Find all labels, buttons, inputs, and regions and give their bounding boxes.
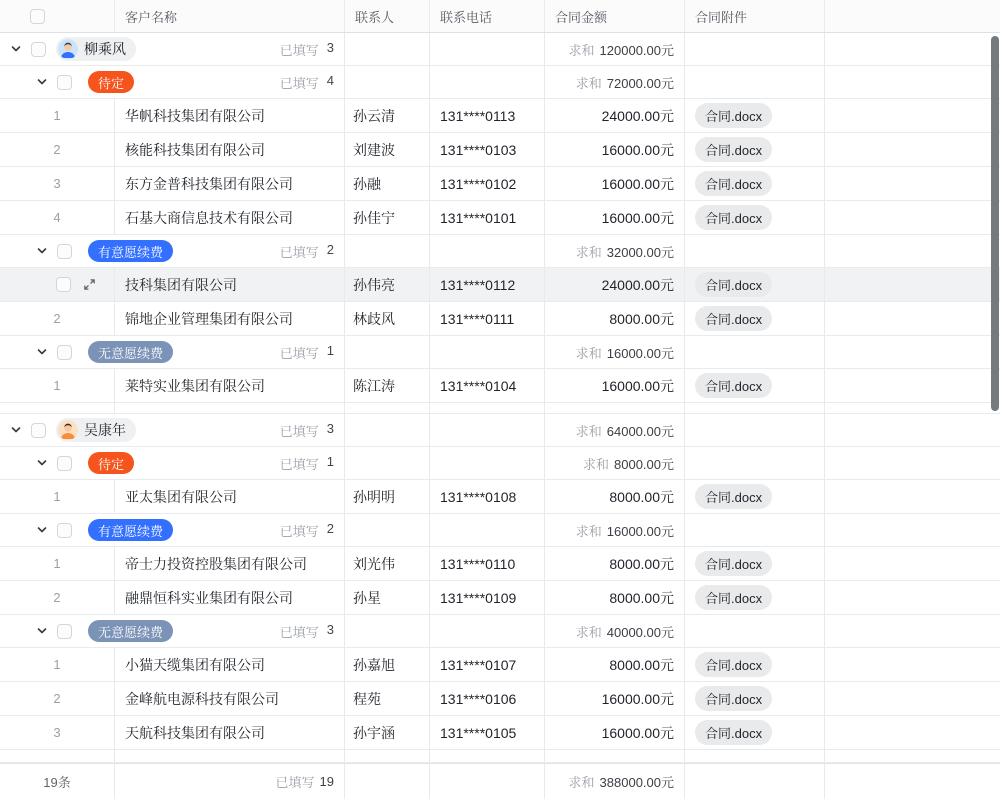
filled-label: 已填写 <box>279 523 319 539</box>
customer-name-cell[interactable]: 小猫天缆集团有限公司 <box>115 648 345 681</box>
contact-cell[interactable]: 陈江涛 <box>345 369 430 402</box>
group-contact-cell <box>345 235 430 267</box>
group-contact-cell <box>345 447 430 479</box>
status-badge: 有意愿续费 <box>88 519 173 541</box>
group-header-cell <box>0 235 345 267</box>
group-attach-cell <box>685 615 825 647</box>
customer-name-cell[interactable]: 莱特实业集团有限公司 <box>115 369 345 402</box>
vertical-scrollbar[interactable] <box>991 36 999 411</box>
footer-sum[interactable] <box>545 764 685 799</box>
group-spacer-row <box>0 403 1000 414</box>
amount-cell[interactable]: 16000.00元 <box>545 716 685 749</box>
filled-value: 1 <box>326 342 334 358</box>
amount-cell[interactable]: 8000.00元 <box>545 302 685 335</box>
group-header-cell <box>0 514 345 546</box>
spacer-cell <box>545 403 685 413</box>
attachment-cell[interactable] <box>685 201 825 234</box>
filled-value: 1 <box>326 453 334 469</box>
contact-cell[interactable]: 孙云清 <box>345 99 430 132</box>
group-row-status <box>0 615 1000 648</box>
filled-count <box>280 343 334 362</box>
table-row <box>0 302 1000 336</box>
phone-cell[interactable]: 131****0106 <box>430 682 545 715</box>
attachment-chip[interactable]: 合同.docx <box>695 171 772 196</box>
row-index-cell: 1 <box>0 369 115 402</box>
contact-cell[interactable]: 孙佳宁 <box>345 201 430 234</box>
amount-cell[interactable]: 24000.00元 <box>545 268 685 301</box>
row-empty-area <box>825 369 1000 402</box>
filled-count <box>280 73 334 92</box>
sum-label: 求和 <box>568 42 595 58</box>
group-checkbox[interactable] <box>31 42 46 57</box>
group-attach-cell <box>685 447 825 479</box>
footer-filled-label: 已填写 <box>275 775 315 790</box>
contact-cell[interactable]: 孙星 <box>345 581 430 614</box>
chevron-down-icon[interactable] <box>36 625 48 637</box>
spacer-cell <box>0 750 115 762</box>
group-sum-cell <box>545 235 685 267</box>
attachment-cell[interactable] <box>685 480 825 513</box>
row-checkbox[interactable] <box>56 277 71 292</box>
group-sum-cell <box>545 336 685 368</box>
column-header-phone[interactable]: 联系电话 <box>430 0 545 32</box>
customer-name-cell[interactable]: 亚太集团有限公司 <box>115 480 345 513</box>
table-row <box>0 547 1000 581</box>
row-index-cell: 2 <box>0 581 115 614</box>
group-contact-cell <box>345 66 430 98</box>
group-attach-cell <box>685 235 825 267</box>
attachment-chip[interactable]: 合同.docx <box>695 306 772 331</box>
filled-label: 已填写 <box>279 244 319 260</box>
group-phone-cell <box>430 33 545 65</box>
table-row <box>0 480 1000 514</box>
customer-name-cell[interactable]: 融鼎恒科实业集团有限公司 <box>115 581 345 614</box>
row-empty-area <box>825 99 1000 132</box>
attachment-chip[interactable]: 合同.docx <box>695 484 772 509</box>
group-header-cell <box>0 336 345 368</box>
group-sum-cell <box>545 447 685 479</box>
table-row <box>0 201 1000 235</box>
table-row <box>0 648 1000 682</box>
group-attach-cell <box>685 414 825 446</box>
amount-cell[interactable]: 16000.00元 <box>545 133 685 166</box>
contact-cell[interactable]: 孙嘉旭 <box>345 648 430 681</box>
group-empty-area <box>825 414 1000 446</box>
filled-label: 已填写 <box>279 345 319 361</box>
filled-count <box>280 521 334 540</box>
phone-cell[interactable]: 131****0109 <box>430 581 545 614</box>
chevron-down-icon[interactable] <box>36 76 48 88</box>
row-empty-area <box>825 682 1000 715</box>
attachment-cell[interactable] <box>685 369 825 402</box>
customer-name-cell[interactable]: 帝士力投资控股集团有限公司 <box>115 547 345 580</box>
filled-count <box>280 622 334 641</box>
group-header-cell <box>0 414 345 446</box>
attachment-cell[interactable] <box>685 716 825 749</box>
sum-label: 求和 <box>582 456 609 472</box>
sum-value: 64000.00元 <box>606 423 674 439</box>
filled-value: 2 <box>326 241 334 257</box>
row-index-cell: 1 <box>0 648 115 681</box>
amount-cell[interactable]: 16000.00元 <box>545 167 685 200</box>
column-header-customer[interactable]: 客户名称 <box>115 0 345 32</box>
group-contact-cell <box>345 336 430 368</box>
sum-label: 求和 <box>575 75 602 91</box>
footer-filled-count: 19 <box>319 774 334 789</box>
row-empty-area <box>825 302 1000 335</box>
group-contact-cell <box>345 414 430 446</box>
group-empty-area <box>825 235 1000 267</box>
owner-avatar <box>58 39 78 59</box>
footer-contact-cell[interactable] <box>345 764 430 799</box>
group-sum-cell <box>545 615 685 647</box>
phone-cell[interactable]: 131****0112 <box>430 268 545 301</box>
table-footer <box>0 763 1000 799</box>
attachment-chip[interactable]: 合同.docx <box>695 686 772 711</box>
row-empty-area <box>825 547 1000 580</box>
group-checkbox[interactable] <box>31 423 46 438</box>
group-row-owner <box>0 414 1000 447</box>
customer-name-cell[interactable]: 锦地企业管理集团有限公司 <box>115 302 345 335</box>
group-row-status <box>0 66 1000 99</box>
group-sum-cell <box>545 66 685 98</box>
group-row-status <box>0 235 1000 268</box>
group-empty-area <box>825 336 1000 368</box>
group-contact-cell <box>345 615 430 647</box>
attachment-chip[interactable]: 合同.docx <box>695 103 772 128</box>
row-index-cell: 3 <box>0 716 115 749</box>
group-phone-cell <box>430 336 545 368</box>
group-header-cell <box>0 33 345 65</box>
customer-name-cell[interactable]: 东方金普科技集团有限公司 <box>115 167 345 200</box>
row-index-cell: 2 <box>0 133 115 166</box>
sum-value: 16000.00元 <box>606 345 674 361</box>
attachment-cell[interactable] <box>685 682 825 715</box>
spacer-cell <box>115 750 345 762</box>
contact-cell[interactable]: 孙宇涵 <box>345 716 430 749</box>
header-empty-area <box>825 0 1000 32</box>
sum-label: 求和 <box>575 624 602 640</box>
filled-value: 4 <box>326 72 334 88</box>
attachment-cell[interactable] <box>685 268 825 301</box>
row-empty-area <box>825 268 1000 301</box>
filled-label: 已填写 <box>279 423 319 439</box>
customer-name-cell[interactable]: 天航科技集团有限公司 <box>115 716 345 749</box>
table-row <box>0 369 1000 403</box>
group-attach-cell <box>685 33 825 65</box>
contact-cell[interactable]: 孙融 <box>345 167 430 200</box>
row-empty-area <box>825 167 1000 200</box>
sum-value: 8000.00元 <box>614 456 674 472</box>
amount-cell[interactable]: 16000.00元 <box>545 369 685 402</box>
contact-cell[interactable]: 刘光伟 <box>345 547 430 580</box>
filled-label: 已填写 <box>279 75 319 91</box>
group-empty-area <box>825 514 1000 546</box>
attachment-chip[interactable]: 合同.docx <box>695 585 772 610</box>
filled-count <box>280 454 334 473</box>
sum-label: 求和 <box>575 423 602 439</box>
group-phone-cell <box>430 235 545 267</box>
amount-cell[interactable]: 16000.00元 <box>545 682 685 715</box>
group-contact-cell <box>345 33 430 65</box>
filled-label: 已填写 <box>279 42 319 58</box>
spacer-cell <box>545 750 685 762</box>
attachment-cell[interactable] <box>685 133 825 166</box>
table-row <box>0 268 1000 302</box>
filled-label: 已填写 <box>279 456 319 472</box>
sum-value: 72000.00元 <box>606 75 674 91</box>
group-checkbox[interactable] <box>57 523 72 538</box>
spacer-cell <box>345 750 430 762</box>
table-row <box>0 682 1000 716</box>
attachment-cell[interactable] <box>685 302 825 335</box>
spacer-cell <box>0 403 115 413</box>
spacer-cell <box>685 403 825 413</box>
phone-cell[interactable]: 131****0101 <box>430 201 545 234</box>
status-badge: 有意愿续费 <box>88 240 173 262</box>
attachment-chip[interactable]: 合同.docx <box>695 373 772 398</box>
spacer-cell <box>685 750 825 762</box>
contact-cell[interactable]: 刘建波 <box>345 133 430 166</box>
spacer-cell <box>115 403 345 413</box>
group-checkbox[interactable] <box>57 244 72 259</box>
group-checkbox[interactable] <box>57 624 72 639</box>
filled-value: 3 <box>326 39 334 55</box>
attachment-chip[interactable]: 合同.docx <box>695 137 772 162</box>
footer-sum-value: 388000.00元 <box>599 775 674 790</box>
spacer-cell <box>825 750 1000 762</box>
table-row <box>0 99 1000 133</box>
row-index-cell: 1 <box>0 547 115 580</box>
chevron-down-icon[interactable] <box>36 346 48 358</box>
attachment-cell[interactable] <box>685 99 825 132</box>
group-row-status <box>0 447 1000 480</box>
attachment-chip[interactable]: 合同.docx <box>695 720 772 745</box>
group-row-owner <box>0 33 1000 66</box>
sum-value: 16000.00元 <box>606 523 674 539</box>
contact-cell[interactable]: 孙明明 <box>345 480 430 513</box>
filled-value: 3 <box>326 621 334 637</box>
group-sum-cell <box>545 514 685 546</box>
group-phone-cell <box>430 615 545 647</box>
table-row <box>0 133 1000 167</box>
attachment-cell[interactable] <box>685 547 825 580</box>
row-index-cell: 2 <box>0 682 115 715</box>
spacer-cell <box>345 403 430 413</box>
group-attach-cell <box>685 66 825 98</box>
phone-cell[interactable]: 131****0111 <box>430 302 545 335</box>
table-body <box>0 33 1000 763</box>
attachment-chip[interactable]: 合同.docx <box>695 205 772 230</box>
footer-phone-cell[interactable] <box>430 764 545 799</box>
phone-cell[interactable]: 131****0108 <box>430 480 545 513</box>
owner-pill <box>56 418 136 442</box>
customer-name-cell[interactable]: 技科集团有限公司 <box>115 268 345 301</box>
chevron-down-icon[interactable] <box>36 524 48 536</box>
group-row-status <box>0 514 1000 547</box>
row-empty-area <box>825 648 1000 681</box>
group-phone-cell <box>430 447 545 479</box>
chevron-down-icon[interactable] <box>10 424 22 436</box>
sum-label: 求和 <box>575 345 602 361</box>
status-badge: 待定 <box>88 452 134 474</box>
record-count: 19条 <box>0 764 115 799</box>
filled-count <box>280 242 334 261</box>
amount-cell[interactable]: 24000.00元 <box>545 99 685 132</box>
row-index-cell <box>0 268 115 301</box>
filled-value: 2 <box>326 520 334 536</box>
row-empty-area <box>825 716 1000 749</box>
group-empty-area <box>825 33 1000 65</box>
group-header-cell <box>0 447 345 479</box>
contact-cell[interactable]: 林歧风 <box>345 302 430 335</box>
filled-count <box>280 421 334 440</box>
phone-cell[interactable]: 131****0110 <box>430 547 545 580</box>
status-badge: 无意愿续费 <box>88 341 173 363</box>
filled-count <box>280 40 334 59</box>
filled-value: 3 <box>326 420 334 436</box>
attachment-chip[interactable]: 合同.docx <box>695 272 772 297</box>
row-index-cell: 3 <box>0 167 115 200</box>
owner-name: 柳乘风 <box>84 41 126 57</box>
amount-cell[interactable]: 8000.00元 <box>545 547 685 580</box>
row-index-cell: 1 <box>0 99 115 132</box>
chevron-down-icon[interactable] <box>10 43 22 55</box>
amount-cell[interactable]: 16000.00元 <box>545 201 685 234</box>
group-contact-cell <box>345 514 430 546</box>
owner-avatar <box>58 420 78 440</box>
sum-value: 32000.00元 <box>606 244 674 260</box>
row-index-cell: 1 <box>0 480 115 513</box>
group-attach-cell <box>685 336 825 368</box>
group-empty-area <box>825 615 1000 647</box>
group-sum-cell <box>545 33 685 65</box>
column-header-attachment[interactable]: 合同附件 <box>685 0 825 32</box>
table-row <box>0 167 1000 201</box>
group-row-status <box>0 336 1000 369</box>
footer-empty-area <box>825 764 1000 799</box>
row-empty-area <box>825 201 1000 234</box>
chevron-down-icon[interactable] <box>36 457 48 469</box>
sum-value: 120000.00元 <box>599 42 674 58</box>
expand-record-icon[interactable] <box>83 278 96 291</box>
table-row <box>0 581 1000 615</box>
group-checkbox[interactable] <box>57 345 72 360</box>
customer-name-cell[interactable]: 金峰航电源科技有限公司 <box>115 682 345 715</box>
phone-cell[interactable]: 131****0103 <box>430 133 545 166</box>
header-index-cell <box>0 0 115 32</box>
owner-pill <box>56 37 136 61</box>
group-header-cell <box>0 615 345 647</box>
group-sum-cell <box>545 414 685 446</box>
group-attach-cell <box>685 514 825 546</box>
status-badge: 无意愿续费 <box>88 620 173 642</box>
amount-cell[interactable]: 8000.00元 <box>545 648 685 681</box>
customer-name-cell[interactable]: 华帆科技集团有限公司 <box>115 99 345 132</box>
amount-cell[interactable]: 8000.00元 <box>545 480 685 513</box>
row-index-cell: 2 <box>0 302 115 335</box>
group-empty-area <box>825 447 1000 479</box>
customer-name-cell[interactable]: 石基大商信息技术有限公司 <box>115 201 345 234</box>
row-empty-area <box>825 480 1000 513</box>
phone-cell[interactable]: 131****0113 <box>430 99 545 132</box>
footer-sum-label: 求和 <box>568 775 595 790</box>
table-row <box>0 716 1000 750</box>
attachment-cell[interactable] <box>685 648 825 681</box>
attachment-cell[interactable] <box>685 167 825 200</box>
group-phone-cell <box>430 66 545 98</box>
contact-cell[interactable]: 程苑 <box>345 682 430 715</box>
amount-cell[interactable]: 8000.00元 <box>545 581 685 614</box>
contact-cell[interactable]: 孙伟亮 <box>345 268 430 301</box>
row-empty-area <box>825 133 1000 166</box>
sum-label: 求和 <box>575 244 602 260</box>
table-header <box>0 0 1000 33</box>
footer-attach-cell[interactable] <box>685 764 825 799</box>
phone-cell[interactable]: 131****0105 <box>430 716 545 749</box>
filled-label: 已填写 <box>279 624 319 640</box>
spacer-cell <box>825 403 1000 413</box>
group-phone-cell <box>430 414 545 446</box>
status-badge: 待定 <box>88 71 134 93</box>
attachment-chip[interactable]: 合同.docx <box>695 551 772 576</box>
sum-label: 求和 <box>575 523 602 539</box>
group-checkbox[interactable] <box>57 456 72 471</box>
column-header-amount[interactable]: 合同金额 <box>545 0 685 32</box>
attachment-chip[interactable]: 合同.docx <box>695 652 772 677</box>
row-empty-area <box>825 581 1000 614</box>
phone-cell[interactable]: 131****0102 <box>430 167 545 200</box>
attachment-cell[interactable] <box>685 581 825 614</box>
group-phone-cell <box>430 514 545 546</box>
row-index-cell: 4 <box>0 201 115 234</box>
spacer-cell <box>430 403 545 413</box>
select-all-checkbox[interactable] <box>30 9 45 24</box>
group-empty-area <box>825 66 1000 98</box>
chevron-down-icon[interactable] <box>36 245 48 257</box>
group-header-cell <box>0 66 345 98</box>
group-spacer-row <box>0 750 1000 763</box>
customer-name-cell[interactable]: 核能科技集团有限公司 <box>115 133 345 166</box>
spacer-cell <box>430 750 545 762</box>
column-header-contact[interactable]: 联系人 <box>345 0 430 32</box>
phone-cell[interactable]: 131****0107 <box>430 648 545 681</box>
phone-cell[interactable]: 131****0104 <box>430 369 545 402</box>
owner-name: 吴康年 <box>84 422 126 438</box>
group-checkbox[interactable] <box>57 75 72 90</box>
sum-value: 40000.00元 <box>606 624 674 640</box>
footer-filled-summary[interactable] <box>115 764 345 799</box>
